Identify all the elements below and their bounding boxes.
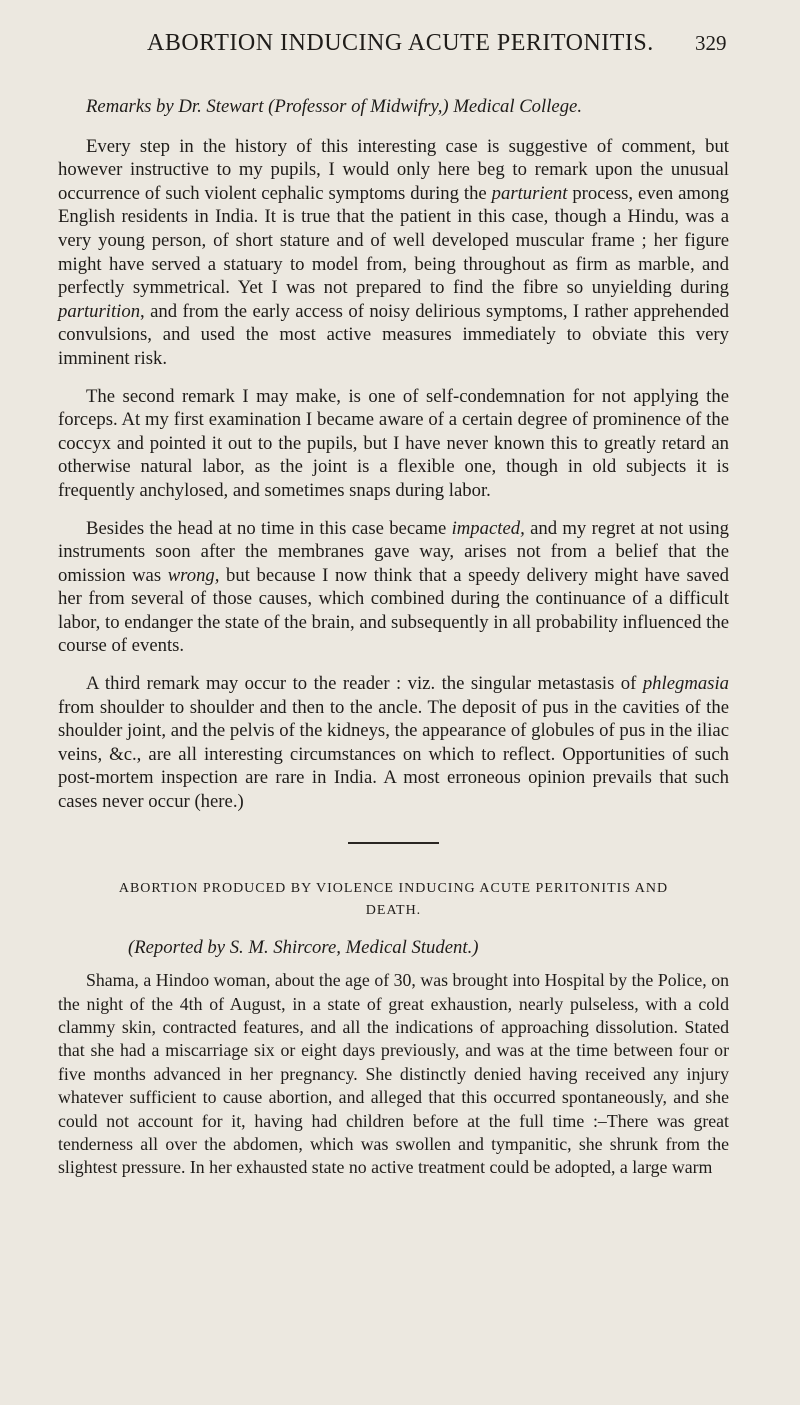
report-title-line-1: ABORTION PRODUCED BY VIOLENCE INDUCING ACUTE PERITONITIS AND — [118, 880, 669, 896]
remarks-paragraph-4: A third remark may occur to the reader : viz. the singular metastasis of phlegmasia from shoulder to shoulder and then to the ancle. The deposit of pus in the cavities of the shoulder joint, and the pelvis of the kidneys, the appearance of globules of pus in the iliac veins, &c., are all interesting circumstances on which to reflect. Opportunities of such post-mortem inspection are rare in India. A most erroneous opinion prevails that such cases never occur (here.) — [58, 673, 729, 813]
section-divider — [348, 842, 439, 844]
remarks-heading: Remarks by Dr. Stewart (Professor of Midwifry,) Medical College. — [86, 96, 583, 117]
remarks-paragraph-1: Every step in the history of this interesting case is suggestive of comment, but however instructive to my pupils, I would only here beg to remark upon the unusual occurrence of such violent cephalic symptoms during the parturient process, even among English residents in India. It is true that the patient in this case, though a Hindu, was a very young person, of short stature and of well developed muscular frame ; her figure might have served a statuary to model from, being throughout as firm as marble, and perfectly symmetrical. Yet I was not prepared to find the fibre so unyielding during parturition, and from the early access of noisy delirious symptoms, I rather apprehended convulsions, and used the most active measures immediately to obviate this very imminent risk. — [58, 135, 729, 369]
running-title: ABORTION INDUCING ACUTE PERITONITIS. — [147, 30, 654, 56]
report-title — [58, 878, 729, 922]
page-body — [58, 95, 729, 1180]
report-paragraph-1: Shama, a Hindoo woman, about the age of 30, was brought into Hospital by the Police, on the night of the 4th of August, in a state of great exhaustion, nearly pulseless, with a cold clammy skin, contracted features, and all the indications of approaching dissolution. Stated that she had a miscarriage six or eight days previously, and was at the time between four or five months advanced in her pregnancy. She distinctly denied having received any injury whatever sufficient to cause abortion, and alleged that this occurred spontaneously, and she could not account for it, having had children before at the full time :–There was great tenderness all over the abdomen, which was swollen and tympanitic, she shrunk from the slightest pressure. In her exhausted state no active treatment could be adopted, a large warm — [58, 970, 729, 1178]
report-body — [58, 969, 729, 1180]
remarks-paragraph-3: Besides the head at no time in this case became impacted, and my regret at not using instruments soon after the membranes gave way, arises not from a belief that the omission was wrong, but because I now think that a speedy delivery might have saved her from several of those causes, which combined during the continuance of a difficult labor, to endanger the state of the brain, and subsequently in all probability influenced the course of events. — [58, 517, 729, 657]
report-title-line-2: DEATH. — [365, 902, 422, 918]
page-number: 329 — [695, 31, 727, 55]
report-byline: (Reported by S. M. Shircore, Medical Student.) — [128, 936, 479, 958]
running-head — [0, 30, 800, 60]
remarks-paragraph-2: The second remark I may make, is one of self-condemnation for not applying the forceps. At my first examination I became aware of a certain degree of prominence of the coccyx and pointed it out to the pupils, but I have never known this to greatly retard an otherwise natural labor, as the joint is a flexible one, though in old subjects it is frequently anchylosed, and sometimes snaps during labor. — [58, 385, 729, 501]
